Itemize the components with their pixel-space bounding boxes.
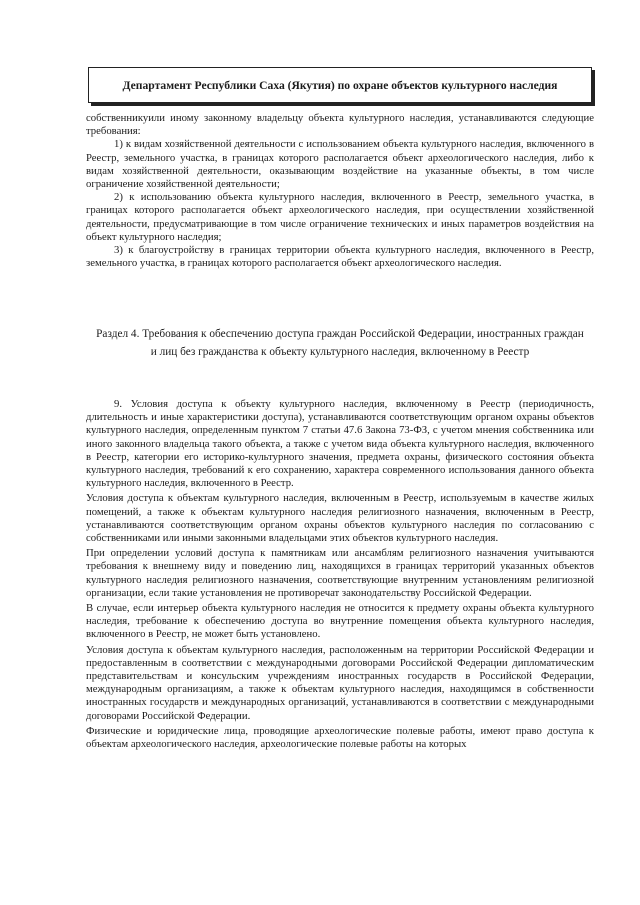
section4-body	[86, 398, 594, 751]
section4-heading: Раздел 4. Требования к обеспечению доступа граждан Российской Федерации, иностранных граждан и лиц без гражданства к объекту культурного наследия, включенному в Реестр	[96, 328, 584, 358]
department-title: Департамент Республики Саха (Якутия) по охране объектов культурного наследия	[122, 78, 558, 92]
paragraph-living-premises: Условия доступа к объектам культурного наследия, включенным в Реестр, используемым в качестве жилых помещений, а также к объектам культурного наследия религиозного назначения, включенным в Реестр, устанавливаются соответствующим органом охраны объектов культурного наследия по согласованию с собственниками или иными законными владельцами этих объектов культурного наследия.	[86, 492, 594, 545]
requirement-item-2: 2) к использованию объекта культурного наследия, включенного в Реестр, земельного участка, в границах которого располагается объект археологического наследия, при осуществлении хозяйственной деятельности, предусматривающие в том числе ограничение технических и иных параметров воздействия на объект культурного наследия;	[86, 191, 594, 243]
department-header	[88, 67, 592, 103]
requirements-intro: собственникуили иному законному владельцу объекта культурного наследия, устанавливаются следующие требования:	[86, 112, 594, 138]
paragraph-diplomatic: Условия доступа к объектам культурного наследия, расположенным на территории Российской Федерации и предоставленным в соответствии с международными договорами Российской Федерации дипломатическим представительствам и консульским учреждениям иностранных государств в Российской Федерации, международным организациям, а также к объектам культурного наследия, находящимся в собственности иностранных государств и международных организаций, устанавливаются в соответствии с международными договорами Российской Федерации.	[86, 643, 594, 722]
paragraph-interior: В случае, если интерьер объекта культурного наследия не относится к предмету охраны объекта культурного наследия, требование к обеспечению доступа во внутренние помещения объекта культурного наследия, включенного в Реестр, не может быть установлено.	[86, 602, 594, 641]
section3-tail	[86, 112, 594, 270]
paragraph-religious-objects: При определении условий доступа к памятникам или ансамблям религиозного назначения учитываются требования к внешнему виду и поведению лиц, находящихся в границах территорий указанных объектов культурного наследия религиозного назначения, соответствующие внутренним установлениям религиозной организации, если такие установления не противоречат законодательству Российской Федерации.	[86, 547, 594, 599]
paragraph-archaeology: Физические и юридические лица, проводящие археологические полевые работы, имеют право доступа к объектам археологического наследия, археологические полевые работы на которых	[86, 724, 594, 751]
requirement-item-3: 3) к благоустройству в границах территории объекта культурного наследия, включенного в Реестр, земельного участка, в границах которого располагается объект археологического наследия.	[86, 244, 594, 270]
requirement-item-1: 1) к видам хозяйственной деятельности с использованием объекта культурного наследия, включенного в Реестр, земельного участка, в границах которого располагается объект археологического наследия, либо к видам хозяйственной деятельности, оказывающим воздействие на указанные объекты, в том числе ограничение хозяйственной деятельности;	[86, 138, 594, 191]
paragraph-9: 9. Условия доступа к объекту культурного наследия, включенному в Реестр (периодичность, длительность и иные характеристики доступа), устанавливаются соответствующим органом охраны объектов культурного наследия, определенным пунктом 7 статьи 47.6 Закона 73-ФЗ, с учетом мнения собственника или иного законного владельца такого объекта, а также с учетом вида объекта культурного наследия, включенного в Реестр, категории его историко-культурного значения, предмета охраны, физического состояния объекта культурного наследия, требований к его сохранению, характера современного использования данного объекта культурного наследия, включенного в Реестр.	[86, 398, 594, 490]
